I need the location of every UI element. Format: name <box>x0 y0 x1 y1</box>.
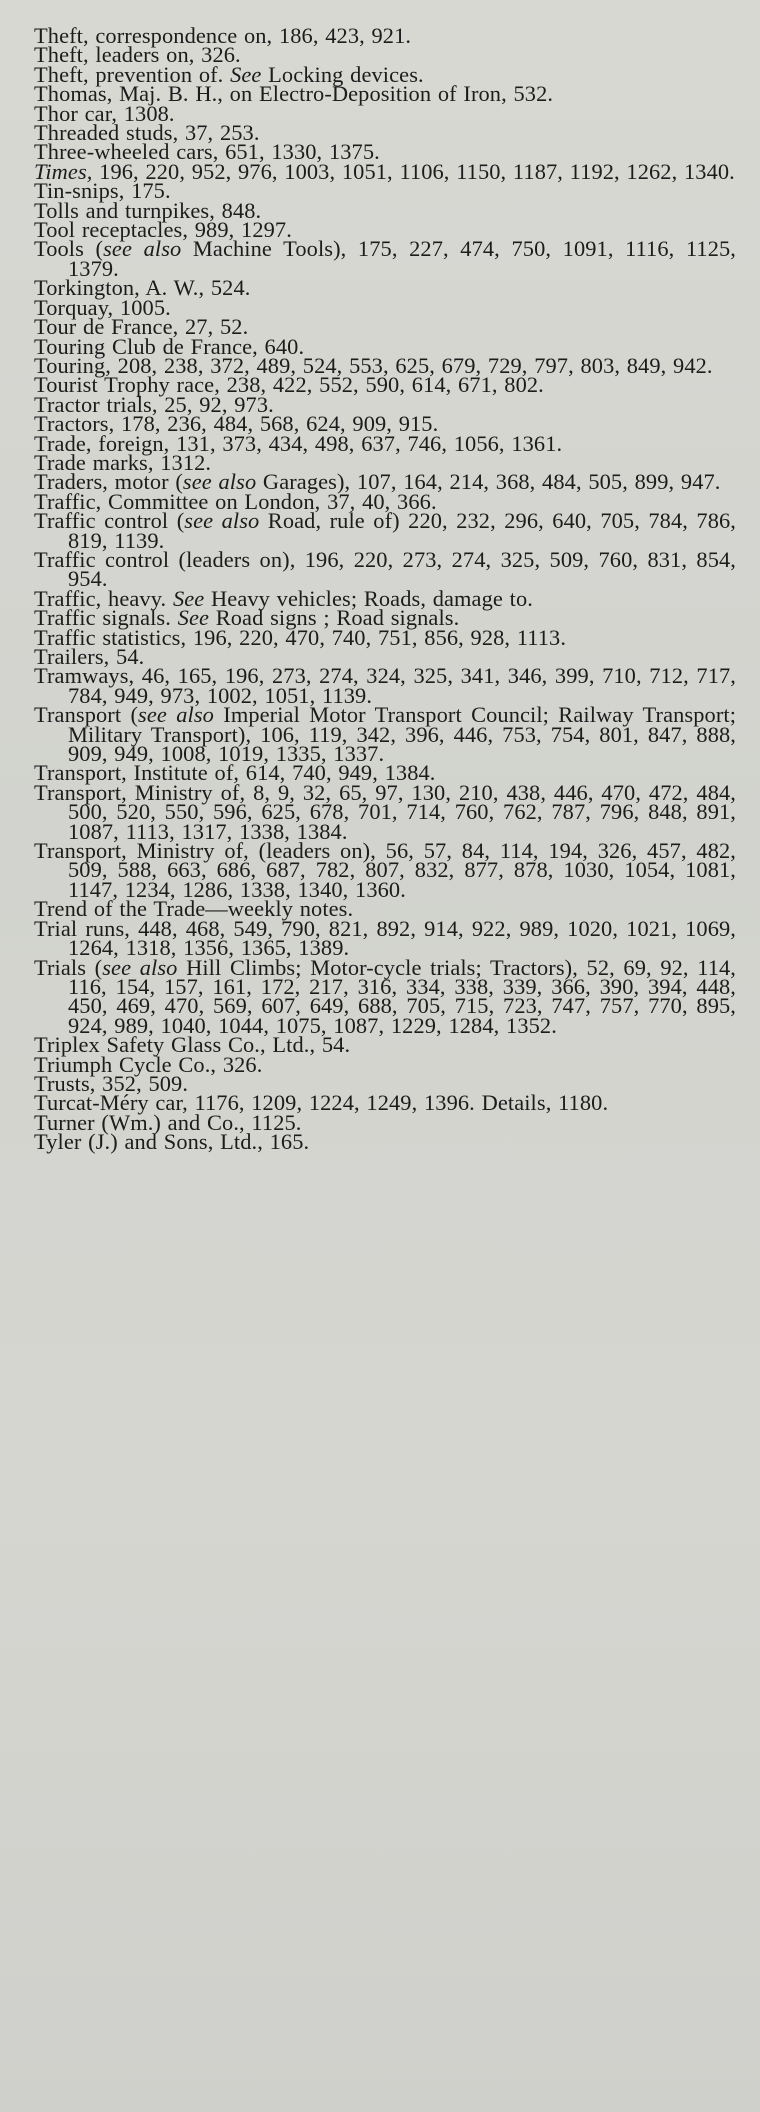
index-entry-italic-text: see also <box>182 469 257 495</box>
index-entry-italic-text: Times, <box>34 158 93 184</box>
index-entry-text: 196, 220, 952, 976, 1003, 1051, 1106, 1150, 1187, 1192, 1262, 1340. <box>92 158 735 184</box>
index-entry-text: Traffic signals. <box>34 605 178 631</box>
index-entry-text: Touring Club de France, 640. <box>34 333 305 359</box>
index-entry-text: Theft, leaders on, 326. <box>34 42 241 68</box>
index-entry-text: Traffic control ( <box>34 508 185 534</box>
index-entry-text: Tourist Trophy race, 238, 422, 552, 590, 614, 671, 802. <box>34 372 544 398</box>
index-entry-text: Transport ( <box>34 702 139 728</box>
index-entry-text: Trusts, 352, 509. <box>34 1070 189 1096</box>
index-entry <box>34 954 737 1038</box>
index-entry-text: Trade, foreign, 131, 373, 434, 498, 637, 746, 1056, 1361. <box>34 430 563 456</box>
index-entry <box>34 663 736 708</box>
index-entry-text: Traders, motor ( <box>34 469 183 495</box>
index-entry <box>34 546 736 592</box>
index-entry-text: Touring, 208, 238, 372, 489, 524, 553, 625, 679, 729, 797, 803, 849, 942. <box>34 352 713 378</box>
index-entry-italic-text: See <box>177 605 210 631</box>
index-entry-text: Tractors, 178, 236, 484, 568, 624, 909, 915. <box>34 411 439 437</box>
index-entry-italic-text: see also <box>138 702 214 728</box>
index-entry-text: Torkington, A. W., 524. <box>34 275 251 301</box>
index-entry <box>34 236 736 281</box>
index-entry-text: Theft, correspondence on, 186, 423, 921. <box>34 23 412 48</box>
index-entry-text: Turcat-Méry car, 1176, 1209, 1224, 1249, 1396. Details, 1180. <box>34 1090 609 1116</box>
index-entry-text: Transport, Ministry of, (leaders on), 56, 57, 84, 114, 194, 326, 457, 482, 509, 588, 663, 686, 687, 782, 807, 832, 877, 878, 1030, 1054, 1081, 1147, 1234, 1286, 1338, 1340, 1360. <box>34 838 736 902</box>
index-entry-text: Traffic, heavy. <box>34 585 173 611</box>
index-entry <box>34 1129 736 1155</box>
index-entry-text: Hill Climbs; Motor-cycle trials; Tractors), 52, 69, 92, 114, 116, 154, 157, 161, 172, 217, 316, 334, 338, 339, 366, 390, 394, 448, 450, 469, 470, 569, 607, 649, 688, 705, 715, 723, 747, 757, 770, 895, 924, 989, 1040, 1044, 1075, 1087, 1229, 1284, 1352. <box>68 954 737 1038</box>
index-entry-text: Thomas, Maj. B. H., on Electro-Deposition of Iron, 532. <box>34 81 554 107</box>
index-list <box>34 23 737 1155</box>
index-entry-italic-text: See <box>172 585 205 611</box>
index-entry-text: Tools ( <box>34 236 104 262</box>
index-entry-text: Tin-snips, 175. <box>34 178 171 204</box>
index-entry-text: Trailers, 54. <box>34 644 145 669</box>
index-entry-text: Machine Tools), 175, 227, 474, 750, 1091, 1116, 1125, 1379. <box>68 236 736 281</box>
index-entry-text: Threaded studs, 37, 253. <box>34 120 260 146</box>
index-entry-text: Trials ( <box>34 954 103 980</box>
index-entry-text: Tolls and turnpikes, 848. <box>34 197 262 223</box>
index-entry-text: Tramways, 46, 165, 196, 273, 274, 324, 325, 341, 346, 399, 710, 712, 717, 784, 949, 973, 1002, 1051, 1139. <box>34 663 736 708</box>
index-entry <box>34 702 737 767</box>
index-entry-text: Road signs ; Road signals. <box>209 605 460 631</box>
index-entry-text: Traffic control (leaders on), 196, 220, 273, 274, 325, 509, 760, 831, 854, 954. <box>34 546 736 592</box>
index-entry <box>34 779 736 844</box>
index-entry-text: Heavy vehicles; Roads, damage to. <box>204 585 533 611</box>
index-entry <box>34 838 736 902</box>
index-entry-text: Garages), 107, 164, 214, 368, 484, 505, 899, 947. <box>256 469 721 495</box>
index-entry-italic-text: see also <box>184 508 260 534</box>
index-entry-text: Transport, Ministry of, 8, 9, 32, 65, 97, 130, 210, 438, 446, 470, 472, 484, 500, 520, 550, 596, 625, 678, 701, 714, 760, 762, 787, 796, 848, 891, 1087, 1113, 1317, 1338, 1384. <box>34 779 736 844</box>
index-entry-text: Triplex Safety Glass Co., Ltd., 54. <box>34 1032 351 1058</box>
index-entry-italic-text: see also <box>103 236 182 262</box>
index-entry-text: Tour de France, 27, 52. <box>34 314 249 340</box>
index-entry <box>34 915 736 961</box>
index-entry-text: Triumph Cycle Co., 326. <box>34 1051 263 1077</box>
index-entry-text: Trend of the Trade—weekly notes. <box>34 896 354 922</box>
index-entry-text: Road, rule of) 220, 232, 296, 640, 705, 784, 786, 819, 1139. <box>68 508 736 553</box>
index-entry-text: Imperial Motor Transport Council; Railway Transport; Military Transport), 106, 119, 342, 396, 446, 753, 754, 801, 847, 888, 909, 949, 1008, 1019, 1335, 1337. <box>68 702 737 767</box>
index-entry-text: Three-wheeled cars, 651, 1330, 1375. <box>34 139 380 165</box>
index-entry-text: Theft, prevention of. <box>34 61 231 87</box>
index-entry-text: Tractor trials, 25, 92, 973. <box>34 391 274 417</box>
index-entry-text: Locking devices. <box>261 61 424 87</box>
index-entry-text: Traffic, Committee on London, 37, 40, 366. <box>34 488 437 514</box>
index-entry-text: Tyler (J.) and Sons, Ltd., 165. <box>34 1129 310 1155</box>
index-entry-text: Trade marks, 1312. <box>34 449 212 475</box>
index-entry-text: Tool receptacles, 989, 1297. <box>34 217 292 243</box>
index-entry <box>34 508 736 553</box>
index-entry-text: Turner (Wm.) and Co., 1125. <box>34 1109 302 1135</box>
index-entry-text: Torquay, 1005. <box>34 294 171 320</box>
index-entry-italic-text: see also <box>102 954 178 980</box>
index-entry-text: Transport, Institute of, 614, 740, 949, 1384. <box>34 760 436 786</box>
index-entry-text: Traffic statistics, 196, 220, 470, 740, 751, 856, 928, 1113. <box>34 624 567 650</box>
index-entry-italic-text: See <box>230 61 262 87</box>
index-entry-text: Trial runs, 448, 468, 549, 790, 821, 892, 914, 922, 989, 1020, 1021, 1069, 1264, 1318, 1356, 1365, 1389. <box>34 915 736 961</box>
index-entry-text: Thor car, 1308. <box>34 100 175 126</box>
